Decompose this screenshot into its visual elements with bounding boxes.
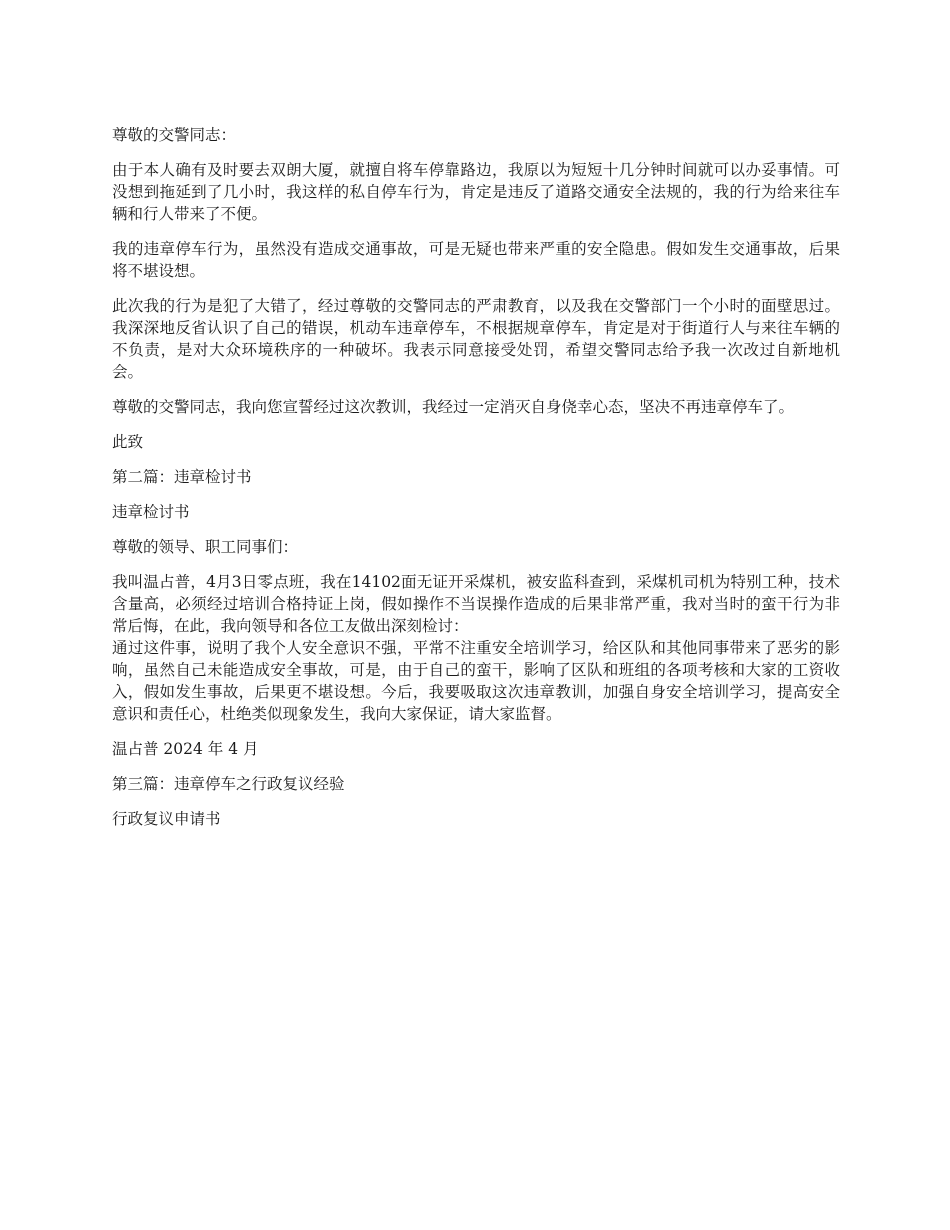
signature-date: 温占普 2024 年 4 月 [112, 740, 259, 758]
paragraph-safety-hazard: 我的违章停车行为，虽然没有造成交通事故，可是无疑也带来严重的安全隐患。假如发生交通事故，后果将不堪设想。 [112, 240, 840, 280]
document-page [112, 124, 840, 843]
paragraph-self-reflection: 此次我的行为是犯了大错了，经过尊敬的交警同志的严肃教育，以及我在交警部门一个小时的面壁思过。我深深地反省认识了自己的错误，机动车违章停车，不根据规章停车，肯定是对于街道行人与来往车辆的不负责，是对大众环境秩序的一种破坏。我表示同意接受处罚，希望交警同志给予我一次改过自新地机会。 [112, 297, 840, 381]
paragraph-violation-account: 我叫温占普，4月3日零点班，我在14102面无证开采煤机，被安监科查到，采煤机司机为特别工种，技术含量高，必须经过培训合格持证上岗，假如操作不当误操作造成的后果非常严重，我对当时的蛮干行为非常后悔，在此，我向领导和各位工友做出深刻检讨： [112, 573, 840, 635]
paragraph-lessons-learned: 通过这件事，说明了我个人安全意识不强，平常不注重安全培训学习，给区队和其他同事带来了恶劣的影响，虽然自己未能造成安全事故，可是，由于自己的蛮干，影响了区队和班组的各项考核和大家的工资收入，假如发生事故，后果更不堪设想。今后，我要吸取这次违章教训，加强自身安全培训学习，提高安全意识和责任心，杜绝类似现象发生，我向大家保证，请大家监督。 [112, 639, 840, 723]
section-3-heading: 第三篇：违章停车之行政复议经验 [112, 775, 345, 793]
section-2-heading: 第二篇：违章检讨书 [112, 468, 252, 486]
paragraph-pledge: 尊敬的交警同志，我向您宣誓经过这次教训，我经过一定消灭自身侥幸心态，坚决不再违章停车了。 [112, 398, 795, 416]
section-3-title: 行政复议申请书 [112, 810, 221, 828]
section-2-title: 违章检讨书 [112, 503, 190, 521]
paragraph-parking-reason: 由于本人确有及时要去双朗大厦，就擅自将车停靠路边，我原以为短短十几分钟时间就可以办妥事情。可没想到拖延到了几小时，我这样的私自停车行为，肯定是违反了道路交通安全法规的，我的行为给来往车辆和行人带来了不便。 [112, 161, 840, 223]
closing-regards: 此致 [112, 433, 144, 451]
salutation-leaders: 尊敬的领导、职工同事们： [112, 538, 299, 556]
salutation-traffic-police: 尊敬的交警同志： [112, 126, 237, 144]
